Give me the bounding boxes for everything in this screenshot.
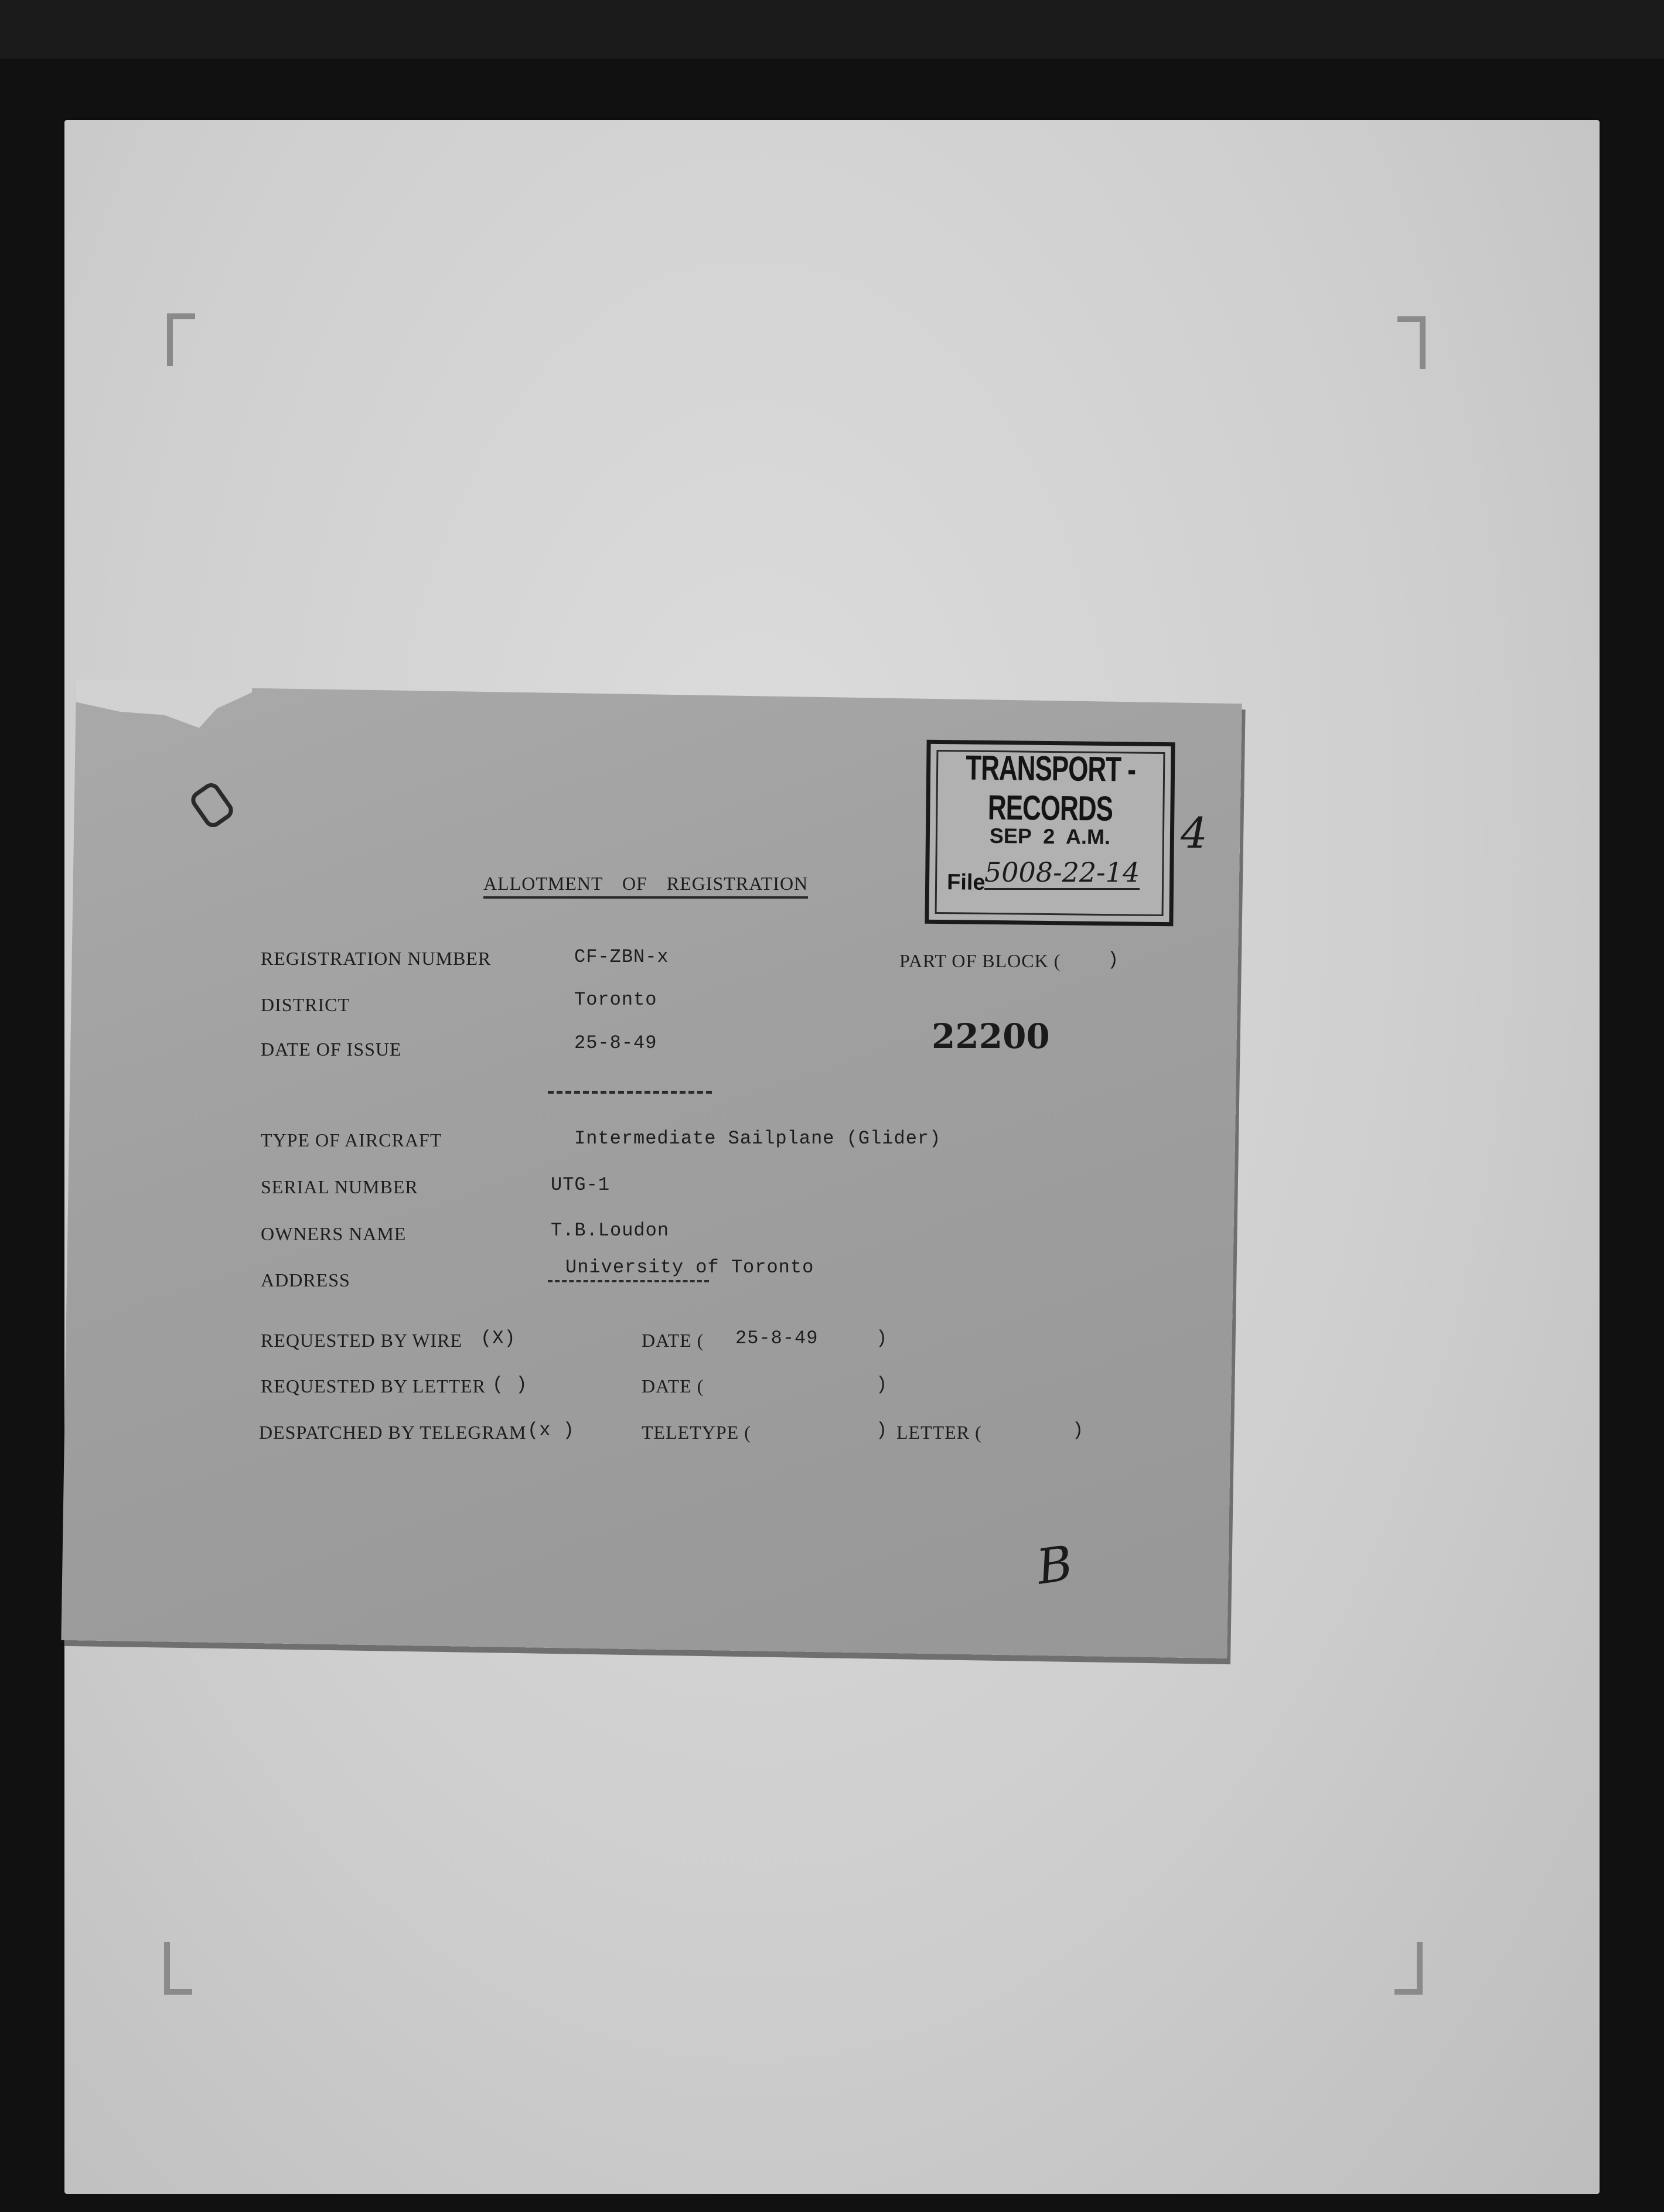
requested-by-letter-label: REQUESTED BY LETTER [261, 1375, 486, 1397]
stamp-file-label: File [946, 870, 986, 895]
requested-by-letter-mark: ( ) [492, 1374, 528, 1395]
stamp-date: SEP 2 A.M. [989, 823, 1111, 849]
stamp-file-number: 5008-22-14 [984, 856, 1140, 890]
despatched-by-telegram-mark: (x ) [527, 1419, 575, 1441]
wire-date-close: ) [876, 1327, 888, 1349]
date-of-issue-value: 25-8-49 [574, 1032, 657, 1054]
despatched-by-telegram-label: DESPATCHED BY TELEGRAM [259, 1422, 527, 1443]
requested-by-wire-mark: (X) [480, 1327, 516, 1349]
separator-line [548, 1091, 712, 1094]
type-of-aircraft-label: TYPE OF AIRCRAFT [261, 1129, 442, 1151]
teletype-close: ) [876, 1419, 888, 1441]
part-of-block-label: PART OF BLOCK ( [899, 950, 1061, 971]
stamp-heading: TRANSPORT - RECORDS [965, 748, 1136, 829]
handwritten-page-number: 4 [1181, 808, 1208, 858]
film-edge-bottom [0, 2194, 1664, 2212]
requested-by-wire-label: REQUESTED BY WIRE [261, 1330, 463, 1351]
serial-number-value: UTG-1 [551, 1174, 611, 1196]
teletype-label: TELETYPE ( [642, 1422, 751, 1443]
corner-mark-bottom-left [164, 1942, 192, 1995]
corner-mark-top-left [167, 313, 195, 366]
part-of-block-value: ) [1107, 949, 1120, 971]
records-stamp [925, 740, 1175, 926]
letter-date-close: ) [876, 1374, 888, 1395]
owners-name-label: OWNERS NAME [261, 1223, 407, 1244]
registration-number-value: CF-ZBN-x [574, 946, 669, 968]
address-underline [548, 1280, 709, 1282]
letter-label: LETTER ( [896, 1422, 982, 1443]
film-edge-top [0, 0, 1664, 59]
letter-date-label: DATE ( [642, 1375, 704, 1397]
document-title: ALLOTMENT OF REGISTRATION [483, 873, 808, 899]
corner-mark-top-right [1397, 316, 1426, 369]
wire-date-label: DATE ( [642, 1330, 704, 1351]
letter-close: ) [1072, 1419, 1085, 1441]
handwritten-reference: 22200 [932, 1016, 1050, 1056]
serial-number-label: SERIAL NUMBER [261, 1176, 418, 1197]
corner-mark-bottom-right [1394, 1942, 1423, 1995]
district-label: DISTRICT [261, 994, 350, 1015]
type-of-aircraft-value: Intermediate Sailplane (Glider) [574, 1128, 942, 1149]
wire-date-value: 25-8-49 [735, 1327, 819, 1349]
handwritten-initial: B [1033, 1535, 1076, 1596]
date-of-issue-label: DATE OF ISSUE [261, 1039, 402, 1060]
registration-number-label: REGISTRATION NUMBER [261, 948, 492, 969]
address-label: ADDRESS [261, 1269, 350, 1291]
district-value: Toronto [574, 989, 657, 1011]
owners-name-value: T.B.Loudon [551, 1220, 670, 1241]
address-value: University of Toronto [565, 1257, 814, 1278]
